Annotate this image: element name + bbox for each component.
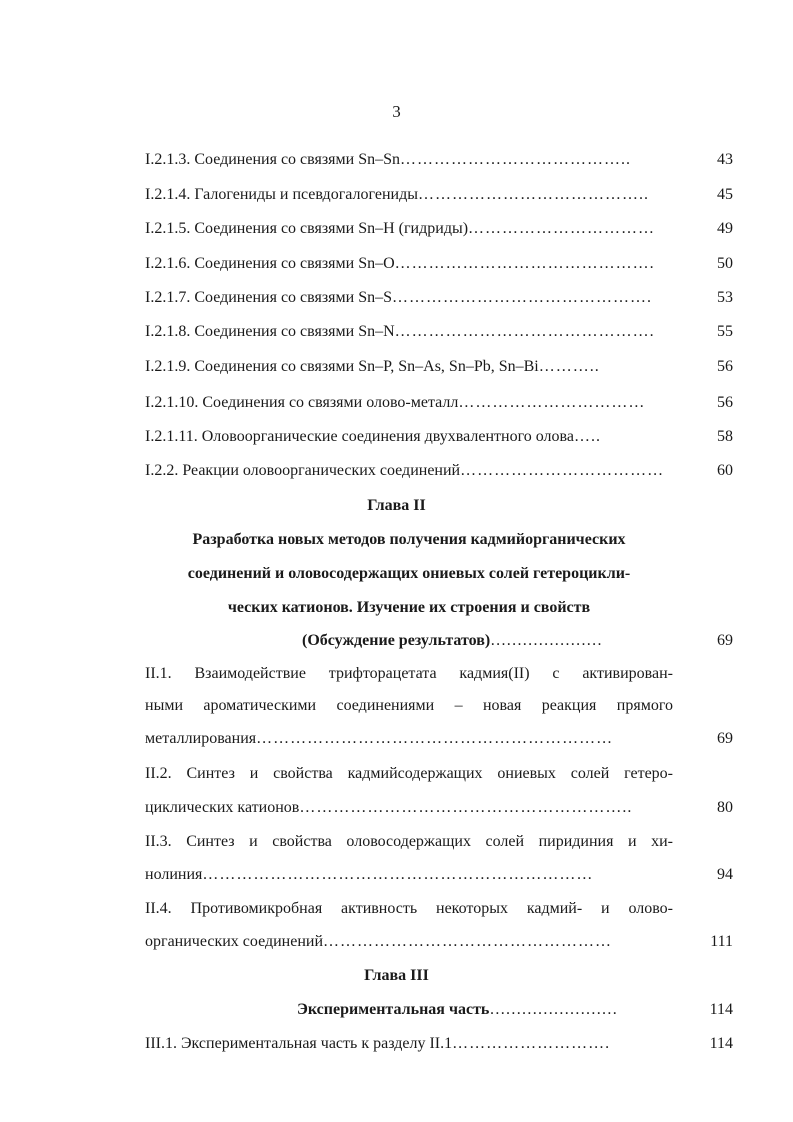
toc-leader: ………………… [490, 632, 603, 649]
toc-page-number: 50 [717, 255, 733, 272]
chapter-heading: Глава III [364, 967, 429, 984]
toc-entry [145, 219, 669, 239]
toc-entry-line: ными ароматическими соединениями – новая реакция прямого [145, 697, 673, 714]
toc-entry [145, 865, 669, 885]
chapter-title-line: ческих катионов. Изучение их строения и свойств [227, 599, 591, 616]
toc-leader: ………………………………………. [394, 255, 655, 272]
toc-entry-title: I.2.1.8. Соединения со связями Sn–N [145, 323, 395, 340]
toc-leader: ………………………………….. [417, 186, 649, 203]
toc-entry [145, 1034, 669, 1054]
toc-entry-title: I.2.1.11. Оловоорганические соединения двухвалентного олова [145, 428, 574, 445]
toc-entry [145, 461, 669, 481]
toc-entry-title: нолиния [145, 866, 203, 883]
toc-entry [145, 393, 669, 413]
chapter-heading: Глава II [367, 497, 426, 514]
chapter-title-line: Разработка новых методов получения кадмийорганических [192, 531, 626, 548]
toc-entry-title: III.1. Экспериментальная часть к разделу II.1 [145, 1035, 453, 1052]
toc-page-number: 80 [717, 799, 733, 816]
toc-entry [145, 932, 669, 952]
toc-entry [145, 150, 669, 170]
toc-page-number: 45 [717, 186, 733, 203]
chapter-title-text: Экспериментальная часть [297, 1001, 490, 1018]
toc-leader: ………………………………………………….. [299, 799, 633, 816]
toc-entry-title: I.2.1.4. Галогениды и псевдогалогениды [145, 186, 418, 203]
toc-page-number: 60 [717, 462, 733, 479]
toc-page-number: 69 [717, 632, 733, 649]
toc-leader: ……….. [538, 358, 600, 375]
toc-entry [145, 427, 669, 447]
toc-entry-title: I.2.1.3. Соединения со связями Sn–Sn [145, 151, 401, 168]
toc-entry-line: II.3. Синтез и свойства оловосодержащих солей пиридиния и хи- [145, 833, 673, 850]
toc-entry-title: I.2.1.10. Соединения со связями олово-металл [145, 394, 459, 411]
toc-leader: …………………………… [468, 220, 656, 237]
toc-leader: ………………………. [452, 1035, 611, 1052]
toc-entry-title: I.2.1.5. Соединения со связями Sn–H (гидриды) [145, 220, 469, 237]
toc-leader: ………………………………………. [392, 289, 653, 306]
toc-entry-line: II.1. Взаимодействие трифторацетата кадмия(II) с активирован- [145, 665, 673, 682]
toc-entry-title: металлирования [145, 730, 257, 747]
toc-leader: …………………… [489, 1001, 618, 1018]
toc-leader: …………………………………………………………… [202, 866, 594, 883]
chapter-title-text: (Обсуждение результатов) [302, 632, 491, 649]
toc-page-number: 114 [709, 1001, 733, 1018]
toc-page-number: 58 [717, 428, 733, 445]
toc-entry-title: I.2.2. Реакции оловоорганических соединений [145, 462, 461, 479]
toc-entry-title: I.2.1.6. Соединения со связями Sn–O [145, 255, 395, 272]
toc-leader: ………………………………………. [394, 323, 655, 340]
chapter-title-line [297, 1000, 617, 1020]
page-number: 3 [392, 102, 401, 121]
toc-page-number: 53 [717, 289, 733, 306]
toc-entry [145, 254, 669, 274]
toc-entry [145, 357, 669, 377]
toc-page-number: 111 [710, 933, 733, 950]
toc-entry-title: органических соединений [145, 933, 324, 950]
toc-entry-title: I.2.1.9. Соединения со связями Sn–P, Sn–As, Sn–Pb, Sn–Bi [145, 358, 539, 375]
toc-entry-line: II.2. Синтез и свойства кадмийсодержащих ониевых солей гетеро- [145, 765, 673, 782]
toc-leader: ……………………………… [460, 462, 665, 479]
toc-page-number: 69 [717, 730, 733, 747]
chapter-title-line [302, 631, 602, 651]
toc-entry-title: циклических катионов [145, 799, 300, 816]
toc-leader: ………………………………….. [400, 151, 632, 168]
toc-entry [145, 798, 669, 818]
toc-page-number: 49 [717, 220, 733, 237]
toc-page-number: 55 [717, 323, 733, 340]
toc-leader: …………………………… [458, 394, 646, 411]
chapter-title-line: соединений и оловосодержащих ониевых солей гетероцикли- [187, 565, 631, 582]
toc-entry-line: II.4. Противомикробная активность некоторых кадмий- и олово- [145, 900, 673, 917]
toc-leader: …………………………………………… [323, 933, 613, 950]
toc-page-number: 56 [717, 394, 733, 411]
toc-entry [145, 185, 669, 205]
toc-page-number: 43 [717, 151, 733, 168]
toc-page-number: 114 [709, 1035, 733, 1052]
toc-entry [145, 288, 669, 308]
toc-entry [145, 322, 669, 342]
toc-entry [145, 729, 669, 749]
toc-leader: ……………………………………………………… [256, 730, 614, 747]
toc-leader: ….. [573, 428, 601, 445]
toc-page-number: 94 [717, 866, 733, 883]
toc-entry-title: I.2.1.7. Соединения со связями Sn–S [145, 289, 393, 306]
toc-page-number: 56 [717, 358, 733, 375]
